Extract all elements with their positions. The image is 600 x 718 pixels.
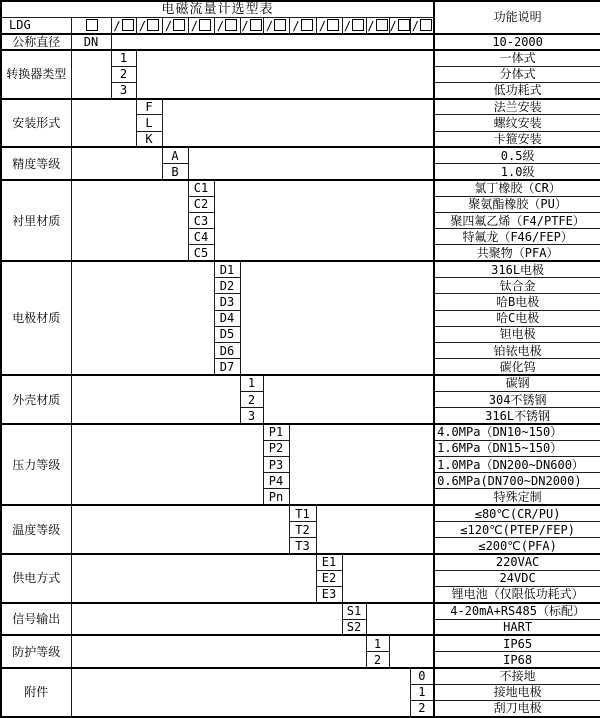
checkbox-icon (398, 19, 410, 31)
filler-cell (289, 424, 434, 505)
desc-cell: 24VDC (434, 570, 600, 586)
code-cell: C1 (188, 180, 214, 196)
model-first-box-cell (71, 17, 111, 33)
desc-cell: 4-20mA+RS485（标配） (434, 603, 600, 619)
code-cell: P1 (263, 424, 289, 440)
filler-cell (71, 424, 263, 505)
desc-cell: 1.6MPa（DN15~150） (434, 440, 600, 456)
model-slot-cell: / (162, 17, 188, 33)
checkbox-icon (420, 19, 432, 31)
model-slot-cell: / (316, 17, 342, 33)
code-cell: S2 (342, 619, 366, 635)
group-label: 压力等级 (1, 424, 71, 505)
desc-cell: 316L电极 (434, 261, 600, 277)
desc-cell: 接地电极 (434, 684, 600, 700)
group-label: 电极材质 (1, 261, 71, 375)
group-label: 信号输出 (1, 603, 71, 636)
option-row (1, 424, 600, 440)
model-slot-cell: / (214, 17, 240, 33)
option-row (1, 375, 600, 391)
filler-cell (71, 635, 366, 668)
group-label: 温度等级 (1, 505, 71, 554)
option-row (1, 505, 600, 521)
desc-cell: HART (434, 619, 600, 635)
group-label: 公称直径 (1, 34, 71, 50)
code-cell: L (136, 115, 162, 131)
checkbox-icon (250, 19, 262, 31)
filler-cell (71, 147, 162, 180)
filler-cell (136, 50, 434, 99)
filler-cell (366, 603, 434, 636)
option-row (1, 603, 600, 619)
model-slot-cell: / (342, 17, 366, 33)
code-cell: T2 (289, 522, 316, 538)
desc-cell: 10-2000 (434, 34, 600, 50)
desc-cell: 法兰安装 (434, 99, 600, 115)
code-cell: C4 (188, 229, 214, 245)
code-cell: D4 (214, 310, 240, 326)
group-label: 外壳材质 (1, 375, 71, 424)
desc-cell: ≤80℃(CR/PU) (434, 505, 600, 521)
code-cell: D3 (214, 294, 240, 310)
code-cell: T1 (289, 505, 316, 521)
desc-cell: IP65 (434, 635, 600, 651)
desc-cell: 刮刀电极 (434, 700, 600, 716)
code-cell: C5 (188, 245, 214, 261)
code-cell: 2 (366, 652, 389, 668)
code-cell: K (136, 131, 162, 147)
model-slot-cell: / (389, 17, 410, 33)
desc-cell: 卡箍安装 (434, 131, 600, 147)
code-cell: 2 (410, 700, 434, 716)
desc-cell: 304不锈钢 (434, 391, 600, 407)
checkbox-icon (327, 19, 339, 31)
option-row (1, 50, 600, 66)
desc-cell: 哈C电极 (434, 310, 600, 326)
filler-cell (71, 50, 111, 99)
code-cell: 3 (240, 408, 263, 424)
code-cell: C3 (188, 212, 214, 228)
code-cell: S1 (342, 603, 366, 619)
code-cell: D1 (214, 261, 240, 277)
filler-cell (71, 668, 410, 717)
code-cell: DN (71, 34, 111, 50)
code-cell: D2 (214, 278, 240, 294)
desc-cell: 钽电极 (434, 326, 600, 342)
option-row (1, 34, 600, 50)
code-cell: F (136, 99, 162, 115)
model-prefix: LDG (1, 17, 71, 33)
desc-cell: 一体式 (434, 50, 600, 66)
code-cell: T3 (289, 538, 316, 554)
filler-cell (263, 375, 434, 424)
desc-cell: 1.0级 (434, 164, 600, 180)
checkbox-icon (274, 19, 286, 31)
model-slot-cell: / (136, 17, 162, 33)
desc-cell: ≤200℃(PFA) (434, 538, 600, 554)
code-cell: 2 (240, 391, 263, 407)
code-cell: 0 (410, 668, 434, 684)
desc-cell: 316L不锈钢 (434, 408, 600, 424)
desc-cell: 0.5级 (434, 147, 600, 163)
model-slot-cell: / (240, 17, 263, 33)
code-cell: 1 (240, 375, 263, 391)
filler-cell (71, 261, 214, 375)
model-slot-cell: / (188, 17, 214, 33)
model-slot-cell: / (410, 17, 434, 33)
code-cell: E3 (316, 587, 342, 603)
checkbox-icon (147, 19, 159, 31)
code-cell: 1 (366, 635, 389, 651)
desc-cell: 1.0MPa（DN200~DN600） (434, 456, 600, 472)
desc-cell: 聚氨酯橡胶（PU） (434, 196, 600, 212)
filler-cell (71, 375, 240, 424)
desc-cell: 不接地 (434, 668, 600, 684)
checkbox-icon (225, 19, 237, 31)
checkbox-icon (301, 19, 313, 31)
model-slot-cell: / (263, 17, 289, 33)
desc-cell: IP68 (434, 652, 600, 668)
option-row (1, 99, 600, 115)
group-label: 转换器类型 (1, 50, 71, 99)
desc-cell: 聚四氟乙烯（F4/PTFE） (434, 212, 600, 228)
filler-cell (342, 554, 434, 603)
desc-cell: 特氟龙（F46/FEP） (434, 229, 600, 245)
filler-cell (316, 505, 434, 554)
desc-cell: 共聚物（PFA） (434, 245, 600, 261)
code-cell: C2 (188, 196, 214, 212)
code-cell: A (162, 147, 188, 163)
filler-cell (214, 180, 434, 261)
group-label: 衬里材质 (1, 180, 71, 261)
group-label: 附件 (1, 668, 71, 717)
filler-cell (240, 261, 434, 375)
option-row (1, 554, 600, 570)
code-cell: 1 (111, 50, 136, 66)
option-row (1, 635, 600, 651)
code-cell: D5 (214, 326, 240, 342)
desc-cell: 哈B电极 (434, 294, 600, 310)
filler-cell (71, 180, 188, 261)
code-cell: B (162, 164, 188, 180)
code-cell: 2 (111, 66, 136, 82)
desc-cell: 螺纹安装 (434, 115, 600, 131)
desc-cell: 碳化钨 (434, 359, 600, 375)
title-row (1, 1, 600, 17)
model-slot-cell: / (366, 17, 389, 33)
filler-cell (71, 554, 316, 603)
code-cell: P3 (263, 456, 289, 472)
code-cell: Pn (263, 489, 289, 505)
desc-cell: 氯丁橡胶（CR） (434, 180, 600, 196)
checkbox-icon (352, 19, 364, 31)
desc-cell: 特殊定制 (434, 489, 600, 505)
group-label: 供电方式 (1, 554, 71, 603)
desc-cell: 分体式 (434, 66, 600, 82)
desc-cell: 铂铱电极 (434, 343, 600, 359)
model-slot-cell: / (111, 17, 136, 33)
checkbox-icon (199, 19, 211, 31)
code-cell: E2 (316, 570, 342, 586)
desc-cell: ≤120℃(PTEP/FEP) (434, 522, 600, 538)
filler-cell (389, 635, 434, 668)
function-column-header: 功能说明 (434, 1, 600, 34)
filler-cell (71, 603, 342, 636)
filler-cell (188, 147, 434, 180)
filler-cell (162, 99, 434, 148)
desc-cell: 钛合金 (434, 278, 600, 294)
code-cell: 3 (111, 82, 136, 98)
code-cell: E1 (316, 554, 342, 570)
filler-cell (111, 34, 434, 50)
desc-cell: 220VAC (434, 554, 600, 570)
desc-cell: 碳钢 (434, 375, 600, 391)
model-slot-cell: / (289, 17, 316, 33)
code-cell: P4 (263, 473, 289, 489)
desc-cell: 低功耗式 (434, 82, 600, 98)
code-cell: P2 (263, 440, 289, 456)
desc-cell: 0.6MPa(DN700~DN2000) (434, 473, 600, 489)
desc-cell: 锂电池（仅限低功耗式） (434, 587, 600, 603)
group-label: 防护等级 (1, 635, 71, 668)
checkbox-icon (173, 19, 185, 31)
code-cell: D6 (214, 343, 240, 359)
desc-cell: 4.0MPa（DN10~150） (434, 424, 600, 440)
option-row (1, 261, 600, 277)
checkbox-icon (122, 19, 134, 31)
filler-cell (71, 505, 289, 554)
page-title: 电磁流量计选型表 (1, 1, 434, 17)
code-cell: D7 (214, 359, 240, 375)
option-row (1, 147, 600, 163)
option-row (1, 668, 600, 684)
code-cell: 1 (410, 684, 434, 700)
group-label: 精度等级 (1, 147, 71, 180)
group-label: 安装形式 (1, 99, 71, 148)
checkbox-icon (376, 19, 388, 31)
option-row (1, 180, 600, 196)
checkbox-icon (86, 19, 98, 31)
filler-cell (71, 99, 136, 148)
